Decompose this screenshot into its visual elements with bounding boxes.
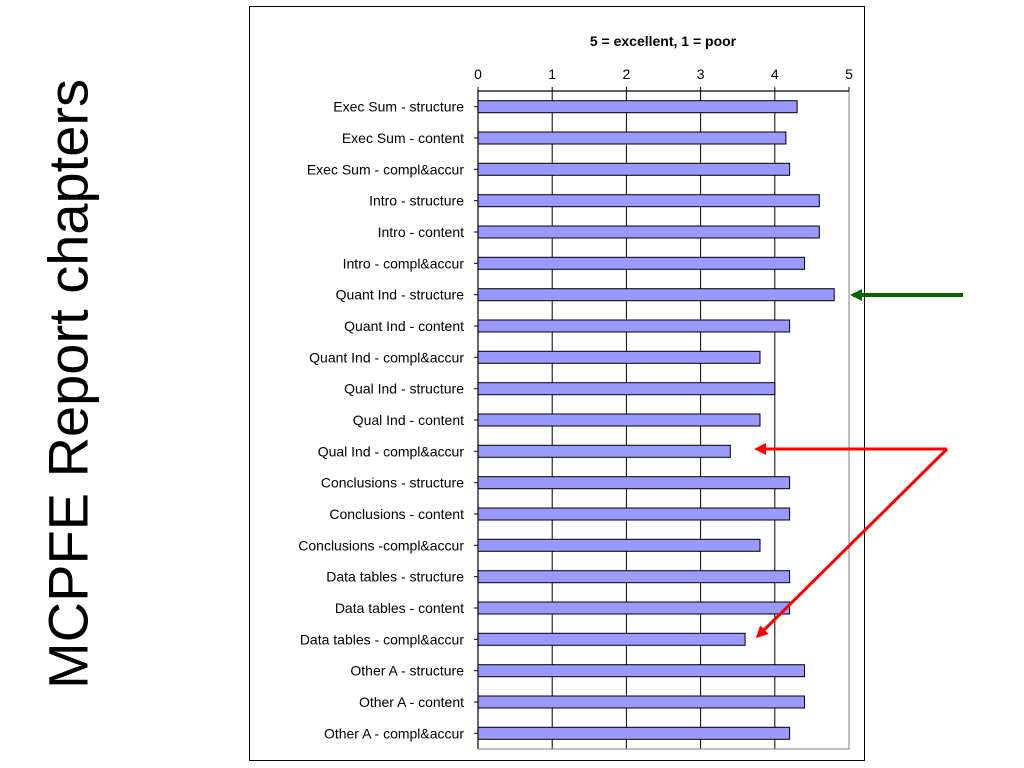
chart-title: 5 = excellent, 1 = poor: [589, 33, 737, 49]
bar: [478, 665, 805, 677]
category-label: Intro - compl&accur: [342, 255, 464, 272]
category-label: Qual Ind - compl&accur: [317, 443, 464, 460]
bar: [478, 351, 760, 363]
category-label: Quant Ind - content: [344, 318, 464, 334]
category-label: Qual Ind - structure: [344, 380, 464, 397]
category-label: Intro - content: [377, 224, 464, 240]
slide-title-text: MCPFE Report chapters: [36, 79, 100, 689]
category-label: Exec Sum - structure: [333, 98, 464, 115]
bar: [478, 727, 790, 739]
x-tick-label: 3: [696, 66, 705, 82]
x-tick-label: 5: [845, 66, 853, 82]
bar: [478, 226, 819, 238]
chart-frame: [249, 6, 865, 761]
bar: [478, 132, 786, 144]
category-label: Data tables - compl&accur: [299, 631, 464, 648]
category-label: Conclusions -compl&accur: [298, 537, 464, 554]
category-label: Other A - compl&accur: [323, 725, 464, 742]
category-label: Exec Sum - compl&accur: [306, 161, 464, 178]
bar: [478, 163, 790, 175]
category-label: Conclusions - structure: [320, 474, 464, 491]
bar: [478, 101, 797, 113]
category-label: Qual Ind - content: [352, 412, 464, 428]
bar: [478, 696, 805, 708]
bar: [478, 477, 790, 489]
bar: [478, 195, 819, 207]
bar: [478, 257, 805, 269]
category-label: Intro - structure: [369, 192, 464, 209]
category-label: Conclusions - content: [329, 506, 464, 522]
category-labels: [298, 99, 464, 742]
x-tick-label: 2: [622, 66, 631, 82]
bar: [478, 445, 730, 457]
bar: [478, 571, 790, 583]
category-label: Quant Ind - compl&accur: [309, 349, 464, 366]
x-tick-label: 0: [474, 66, 482, 82]
bar: [478, 383, 775, 395]
bar: [478, 539, 760, 551]
x-tick-label: 4: [770, 66, 779, 82]
category-label: Exec Sum - content: [341, 130, 464, 146]
bar: [478, 633, 745, 645]
category-label: Other A - content: [358, 694, 464, 710]
category-label: Data tables - structure: [326, 568, 464, 585]
bar: [478, 320, 790, 332]
bars: [478, 101, 834, 740]
x-axis-ticks: [474, 66, 853, 91]
bar: [478, 414, 760, 426]
slide-title: [0, 0, 120, 768]
x-tick-label: 1: [548, 66, 557, 82]
bar: [478, 602, 790, 614]
bar: [478, 508, 790, 520]
category-label: Quant Ind - structure: [335, 286, 464, 303]
category-label: Data tables - content: [334, 600, 464, 616]
bar-chart: [250, 7, 866, 762]
category-label: Other A - structure: [350, 662, 464, 679]
bar: [478, 289, 834, 301]
